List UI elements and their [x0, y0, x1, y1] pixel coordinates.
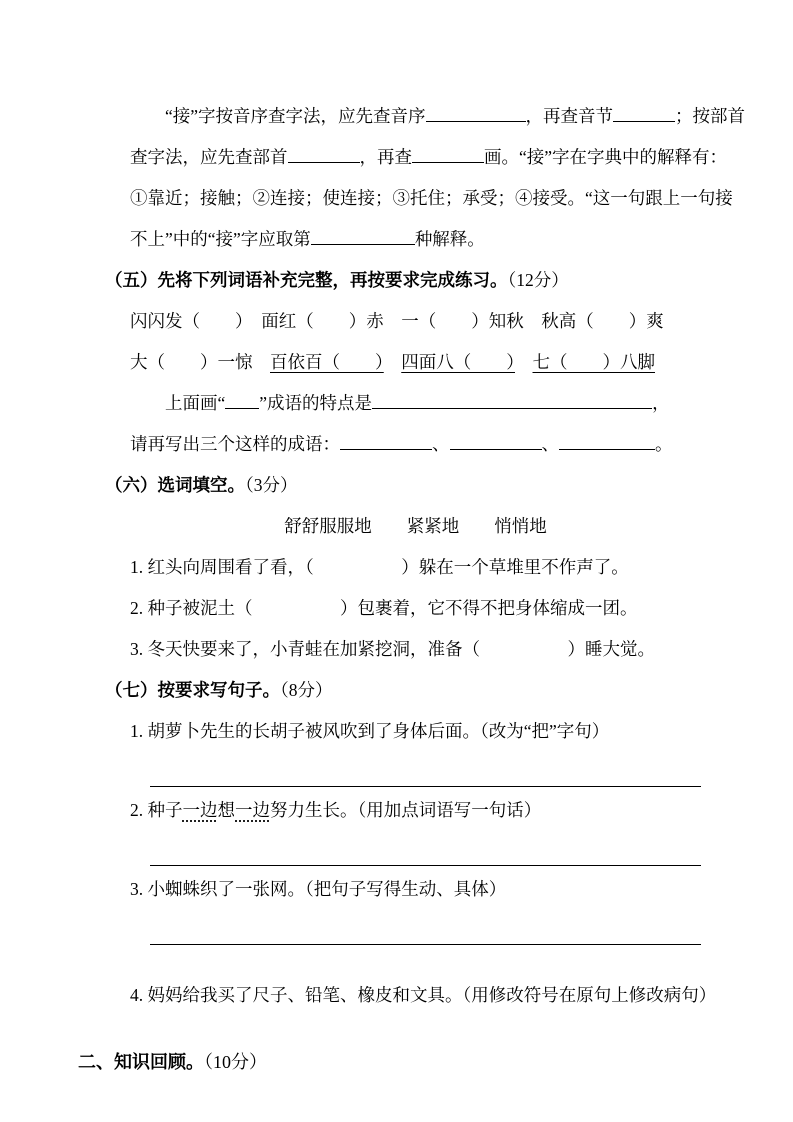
fill-in-blank[interactable] — [426, 104, 526, 123]
text: ”成语的特点是 — [259, 393, 373, 413]
text: ，再查 — [359, 147, 412, 167]
dotted-word: 一边 — [182, 800, 218, 820]
text: “接”字按音序查字法，应先查音序 — [165, 106, 426, 126]
choose-word-item-1 — [130, 547, 793, 588]
text: 大（ ）一惊 — [130, 352, 270, 372]
choose-word-item-3 — [130, 629, 793, 670]
fill-in-blank[interactable] — [450, 432, 542, 451]
underlined-idiom: 七（ ）八脚 — [532, 352, 655, 372]
text: 查字法，应先查部首 — [130, 147, 288, 167]
text: 不上”中的“接”字应取第 — [130, 229, 311, 249]
text: 3. 冬天快要来了，小青蛙在加紧挖洞，准备（ ）睡大觉。 — [130, 639, 655, 659]
text: 二、知识回顾。 — [78, 1052, 204, 1072]
text: 请再写出三个这样的成语： — [130, 434, 340, 454]
text: 、 — [432, 434, 450, 454]
jie-question-line-3 — [130, 178, 793, 219]
text: 想 — [217, 800, 235, 820]
text: ，再查音节 — [525, 106, 614, 126]
dotted-word: 一边 — [235, 800, 270, 820]
text: 。 — [655, 434, 673, 454]
jie-question-line-2 — [130, 137, 793, 178]
score-label: （3分） — [245, 475, 298, 495]
text: ；按部首 — [675, 106, 746, 126]
idiom-row-1 — [130, 301, 793, 342]
section-5-heading — [105, 260, 793, 301]
text: （六）选词填空。 — [105, 475, 245, 495]
idiom-write-line — [130, 424, 793, 465]
fill-in-blank[interactable] — [613, 104, 675, 123]
text: 种解释。 — [414, 229, 485, 249]
text: 1. 胡萝卜先生的长胡子被风吹到了身体后面。（改为“把”字句） — [130, 721, 610, 741]
sentence-item-4 — [130, 975, 793, 1016]
fill-in-blank[interactable] — [559, 432, 655, 451]
text: 画。“接”字在字典中的解释有： — [484, 147, 728, 167]
section-6-heading — [105, 465, 793, 506]
text: 4. 妈妈给我买了尺子、铅笔、橡皮和文具。（用修改符号在原句上修改病句） — [130, 985, 717, 1005]
answer-line-2[interactable] — [150, 865, 701, 866]
sentence-item-3 — [130, 869, 793, 910]
fill-in-blank[interactable] — [311, 227, 415, 246]
text: （五）先将下列词语补充完整，再按要求完成练习。 — [105, 270, 508, 290]
text: 闪闪发（ ） 面红（ ）赤 一（ ）知秋 秋高（ ）爽 — [130, 311, 664, 331]
answer-line-3[interactable] — [150, 944, 701, 945]
text: 2. 种子被泥土（ ）包裹着，它不得不把身体缩成一团。 — [130, 598, 638, 618]
fill-in-blank[interactable] — [412, 145, 484, 164]
text: ， — [652, 393, 670, 413]
text — [384, 352, 402, 372]
text: 2. 种子 — [130, 800, 183, 820]
underlined-idiom: 百依百（ ） — [270, 352, 384, 372]
sentence-item-2 — [130, 790, 793, 831]
choose-word-item-2 — [130, 588, 793, 629]
word-bank — [130, 506, 701, 547]
idiom-row-2 — [130, 342, 793, 383]
section-2-heading — [78, 1042, 793, 1083]
fill-in-blank[interactable] — [372, 391, 652, 410]
sentence-item-1 — [130, 711, 793, 752]
text: 3. 小蜘蛛织了一张网。（把句子写得生动、具体） — [130, 879, 507, 899]
section-7-heading — [105, 670, 793, 711]
score-label: （12分） — [507, 270, 569, 290]
document-body — [0, 96, 793, 1083]
text: 努力生长。（用加点词语写一句话） — [270, 800, 542, 820]
fill-in-blank[interactable] — [288, 145, 360, 164]
text: 上面画“ — [165, 393, 226, 413]
jie-question-line-1 — [165, 96, 793, 137]
fill-in-blank[interactable] — [340, 432, 432, 451]
text — [515, 352, 533, 372]
text: 舒舒服服地 紧紧地 悄悄地 — [284, 516, 547, 536]
answer-line-1[interactable] — [150, 786, 701, 787]
fill-in-blank[interactable] — [225, 391, 259, 410]
text: （七）按要求写句子。 — [105, 680, 280, 700]
score-label: （10分） — [204, 1052, 267, 1072]
underlined-idiom: 四面八（ ） — [401, 352, 515, 372]
text: ①靠近；接触；②连接；使连接；③托住；承受；④接受。“这一句跟上一句接 — [130, 188, 733, 208]
text: 1. 红头向周围看了看，（ ）躲在一个草堆里不作声了。 — [130, 557, 629, 577]
text: 、 — [541, 434, 559, 454]
idiom-feature-line — [165, 383, 793, 424]
jie-question-line-4 — [130, 219, 793, 260]
score-label: （8分） — [280, 680, 333, 700]
